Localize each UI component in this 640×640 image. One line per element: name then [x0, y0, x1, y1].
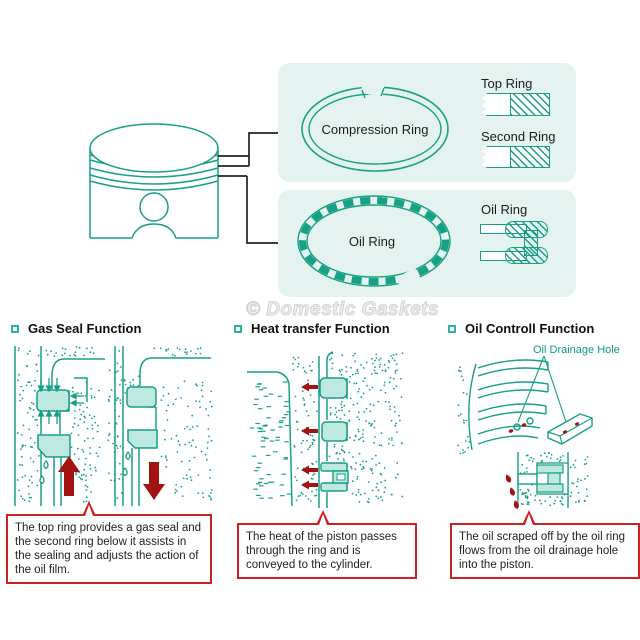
heading-heat-transfer	[234, 321, 390, 336]
heat-second-ring	[322, 422, 347, 441]
downstroke-arrow	[143, 462, 165, 500]
heat-oil-ring-assembly	[321, 463, 348, 491]
oil-ring-label: Oil Ring	[348, 234, 396, 249]
heat-transfer-diagram	[243, 350, 415, 510]
top-ring-right	[127, 387, 156, 407]
compression-ring-label: Compression Ring	[321, 122, 429, 137]
heading-oil-control-label: Oil Controll Function	[465, 321, 595, 336]
top-ring-cross-section	[480, 93, 550, 116]
oil-control-diagram	[448, 352, 640, 510]
oil-ring-web	[524, 230, 538, 256]
heading-gas-seal-label: Gas Seal Function	[28, 321, 142, 336]
heading-oil-control	[448, 321, 594, 336]
gas-seal-description: The top ring provides a gas seal and the second ring below it assists in the sealing and adjusts the action of the oil film.	[6, 514, 212, 584]
oil-ring-cross-section	[480, 221, 550, 265]
oil-ring-channel-3d	[548, 414, 592, 444]
top-ring-hatch	[510, 94, 549, 115]
top-ring-left	[37, 390, 69, 411]
oil-drainage-hole-label: Oil Drainage Hole	[533, 344, 620, 356]
second-ring-cross-section	[480, 146, 550, 168]
heading-heat-transfer-label: Heat transfer Function	[251, 321, 390, 336]
heading-gas-seal	[11, 321, 141, 336]
second-ring-hatch	[510, 147, 549, 167]
watermark: © Domestic Gaskets	[246, 299, 440, 320]
second-ring-left	[38, 435, 70, 457]
heat-top-ring	[320, 378, 347, 398]
oil-control-description: The oil scraped off by the oil ring flows from the oil drainage hole into the piston.	[450, 523, 640, 579]
wrist-pin-hole	[140, 193, 168, 221]
bullet-icon	[234, 325, 242, 333]
bullet-icon	[448, 325, 456, 333]
second-ring-legend-label: Second Ring	[481, 129, 556, 144]
bullet-icon	[11, 325, 19, 333]
oil-droplets-right	[123, 452, 130, 476]
gas-seal-diagram	[8, 344, 218, 508]
second-ring-right	[128, 430, 157, 448]
piston-groove-3d	[469, 360, 548, 450]
cross-section-oil-ring	[537, 463, 568, 494]
top-ring-legend-label: Top Ring	[481, 76, 533, 91]
oil-ring-legend-label: Oil Ring	[481, 202, 528, 217]
heat-transfer-description: The heat of the piston passes through the ring and is conveyed to the cylinder.	[237, 523, 417, 579]
